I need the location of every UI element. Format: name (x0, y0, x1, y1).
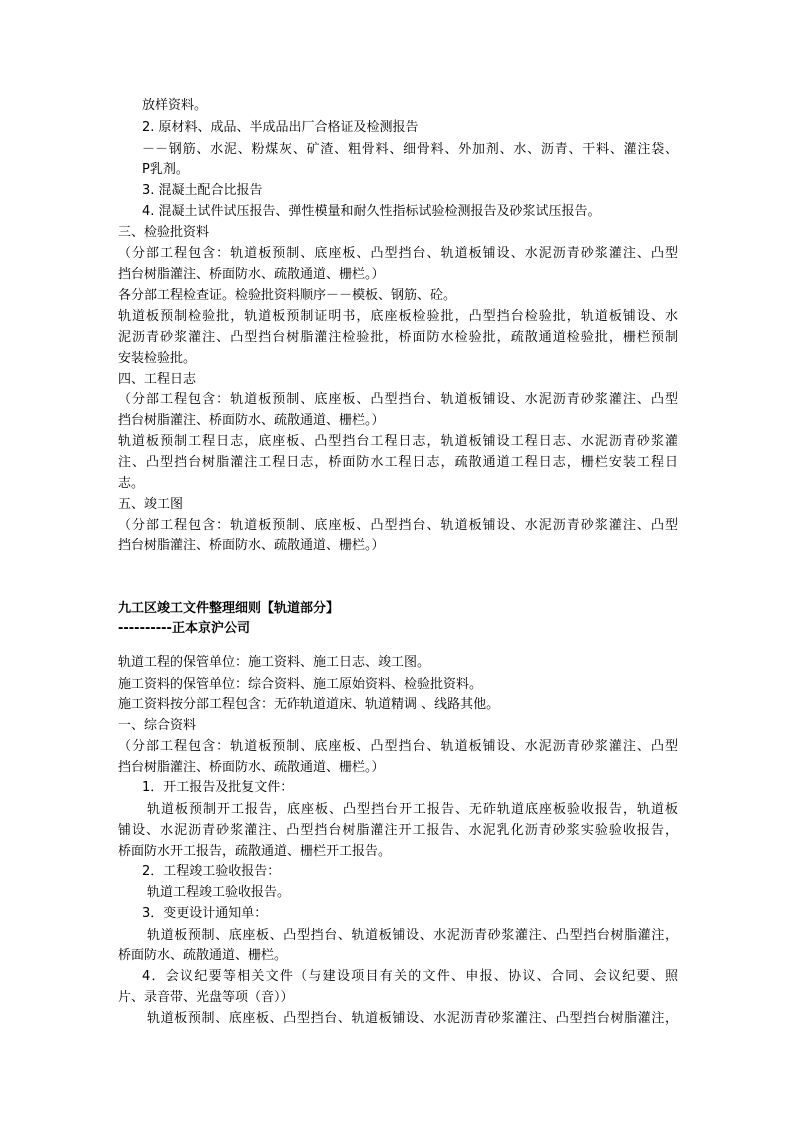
text-line: 3. 混凝土配合比报告 (142, 183, 263, 198)
text-line: P乳剂。 (142, 162, 189, 177)
text-line: 施工资料的保管单位：综合资料、施工原始资料、检验批资料。 (118, 677, 483, 692)
text-line: 轨道板预制工程日志，底座板、凸型挡台工程日志，轨道板铺设工程日志、水泥沥青砂浆灌 (118, 434, 678, 449)
text-line: 各分部工程检查证。检验批资料顺序－－模板、钢筋、砼。 (118, 288, 457, 303)
text-line: 轨道工程的保管单位：施工资料、施工日志、竣工图。 (118, 655, 431, 670)
section-heading: 三、检验批资料 (118, 225, 210, 240)
text-line: 桥面防水、疏散通道、栅栏。 (118, 948, 288, 963)
text-line: 挡台树脂灌注、桥面防水、疏散通道、栅栏。） (118, 538, 385, 553)
text-line: 4．会议纪要等相关文件（与建设项目有关的文件、申报、协议、合同、会议纪要、照 (142, 969, 678, 984)
document-title: 九工区竣工文件整理细则【轨道部分】 (118, 601, 340, 616)
text-line: 挡台树脂灌注、桥面防水、疏散通道、栅栏。） (118, 413, 385, 428)
text-line: 挡台树脂灌注、桥面防水、疏散通道、栅栏。） (118, 760, 385, 775)
text-line: 轨道板预制开工报告，底座板、凸型挡台开工报告、无砟轨道底座板验收报告，轨道板 (147, 802, 678, 817)
text-line: 4. 混凝土试件试压报告、弹性模量和耐久性指标试验检测报告及砂浆试压报告。 (142, 204, 601, 219)
section-heading: 五、竣工图 (118, 497, 184, 512)
text-line: 轨道板预制、底座板、凸型挡台、轨道板铺设、水泥沥青砂浆灌注、凸型挡台树脂灌注， (147, 928, 678, 943)
text-line: （分部工程包含：轨道板预制、底座板、凸型挡台、轨道板铺设、水泥沥青砂浆灌注、凸型 (118, 246, 678, 261)
text-line: （分部工程包含：轨道板预制、底座板、凸型挡台、轨道板铺设、水泥沥青砂浆灌注、凸型 (118, 739, 678, 754)
text-line: 轨道板预制、底座板、凸型挡台、轨道板铺设、水泥沥青砂浆灌注、凸型挡台树脂灌注， (147, 1011, 678, 1026)
text-line: 注、凸型挡台树脂灌注工程日志，桥面防水工程日志，疏散通道工程日志，栅栏安装工程日 (118, 455, 678, 470)
text-line: （分部工程包含：轨道板预制、底座板、凸型挡台、轨道板铺设、水泥沥青砂浆灌注、凸型 (118, 518, 678, 533)
text-line: 铺设、水泥沥青砂浆灌注、凸型挡台树脂灌注开工报告、水泥乳化沥青砂浆实验验收报告， (118, 823, 678, 838)
text-line: （分部工程包含：轨道板预制、底座板、凸型挡台、轨道板铺设、水泥沥青砂浆灌注、凸型 (118, 392, 678, 407)
text-line: 片、录音带、光盘等项（音）） (118, 990, 294, 1005)
text-line: 志。 (118, 476, 145, 491)
text-line: 挡台树脂灌注、桥面防水、疏散通道、栅栏。） (118, 267, 385, 282)
text-line: 安装检验批。 (118, 351, 197, 366)
section-heading: 一、综合资料 (118, 718, 197, 733)
text-line: －－钢筋、水泥、粉煤灰、矿渣、粗骨料、细骨料、外加剂、水、沥青、干料、灌注袋、 (142, 142, 678, 157)
text-line: 1．开工报告及批复文件： (142, 780, 294, 795)
text-line: 轨道工程竣工验收报告。 (147, 885, 291, 900)
text-line: 2. 原材料、成品、半成品出厂合格证及检测报告 (142, 120, 419, 135)
text-line: 3．变更设计通知单： (142, 906, 268, 921)
text-line: 2．工程竣工验收报告： (142, 864, 281, 879)
text-line: 泥沥青砂浆灌注、凸型挡台树脂灌注检验批，桥面防水检验批，疏散通道检验批，栅栏预制 (118, 330, 678, 345)
section-heading: 四、工程日志 (118, 372, 197, 387)
text-line: 轨道板预制检验批，轨道板预制证明书，底座板检验批，凸型挡台检验批，轨道板铺设、水 (118, 309, 678, 324)
text-line: 桥面防水开工报告，疏散通道、栅栏开工报告。 (118, 844, 392, 859)
text-line: 放样资料。 (142, 98, 208, 113)
text-line: 施工资料按分部工程包含：无砟轨道道床、轨道精调 、线路其他。 (118, 697, 500, 712)
document-subtitle: ----------正本京沪公司 (118, 621, 250, 636)
